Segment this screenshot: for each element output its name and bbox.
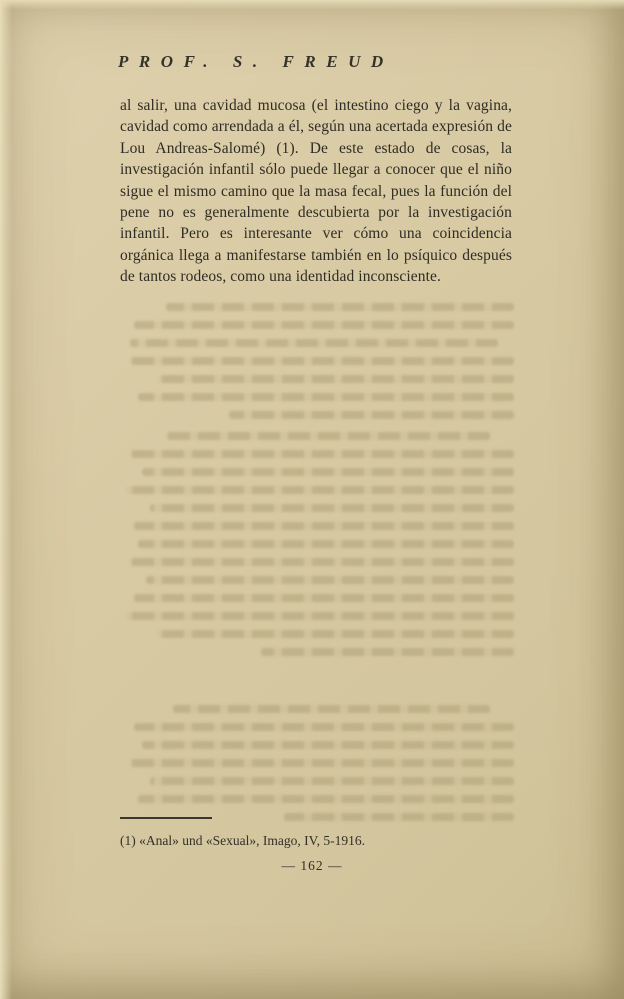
footnote: (1) «Anal» und «Sexual», Imago, IV, 5-1916. xyxy=(120,833,365,848)
page-number: — 162 — xyxy=(281,858,343,873)
footnote-separator-rule xyxy=(120,817,212,819)
bleed-through-text-block-2 xyxy=(118,432,514,666)
bleed-through-text-block-1 xyxy=(118,303,514,429)
running-header: PROF. S. FREUD xyxy=(118,52,394,71)
bleed-through-text-block-3 xyxy=(118,705,514,831)
body-paragraph: al salir, una cavidad mucosa (el intestino ciego y la vagina, cavidad como arrendada a él, según una acertada expresión de Lou Andreas-Salomé) (1). De este estado de cosas, la investigación infantil sólo puede llegar a conocer que el niño sigue el mismo camino que la masa fecal, pues la función del pene no es generalmente descubierta por la investigación infantil. Pero es interesante ver cómo una coincidencia orgánica llega a manifestarse también en lo psíquico después de tantos rodeos, como una identidad inconsciente. xyxy=(120,97,512,286)
